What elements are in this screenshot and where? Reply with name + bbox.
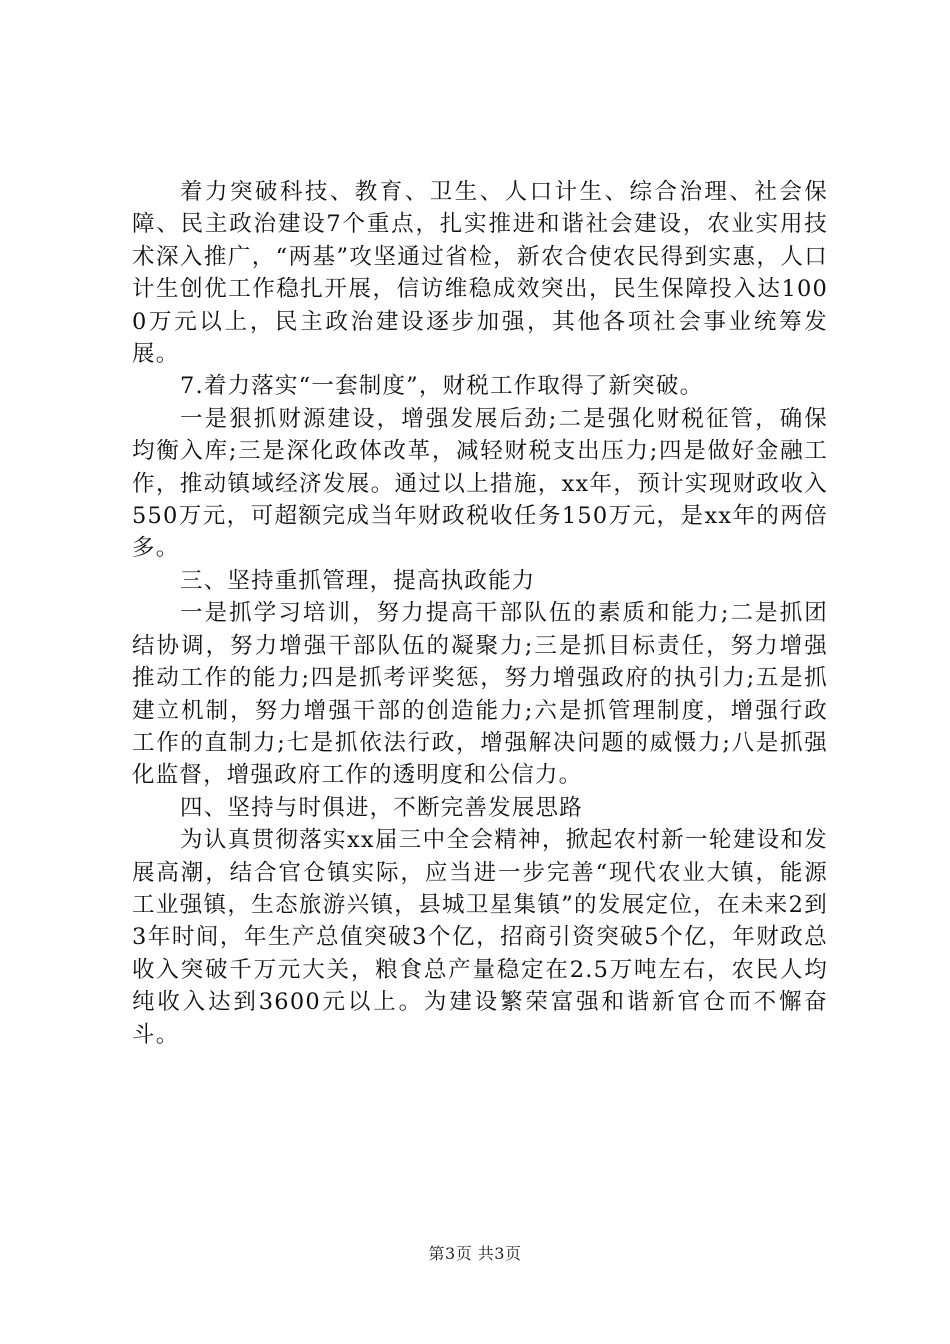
paragraph-development: 为认真贯彻落实xx届三中全会精神，掀起农村新一轮建设和发展高潮，结合官仓镇实际，应当进一步完善“现代农业大镇，能源工业强镇，生态旅游兴镇，县城卫星集镇”的发展定位，在未来2到3年时间，年生产总值突破3个亿，招商引资突破5个亿，年财政总收入突破千万元大关，粮食总产量稳定在2.5万吨左右，农民人均纯收入达到3600元以上。为建设繁荣富强和谐新官仓而不懈奋斗。 — [132, 827, 828, 1048]
paragraph-management: 一是抓学习培训，努力提高干部队伍的素质和能力;二是抓团结协调，努力增强干部队伍的凝聚力;三是抓目标责任，努力增强推动工作的能力;四是抓考评奖惩，努力增强政府的执引力;五是抓建立机制，努力增强干部的创造能力;六是抓管理制度，增强行政工作的直制力;七是抓依法行政，增强解决问题的威慑力;八是抓强化监督，增强政府工作的透明度和公信力。 — [132, 600, 828, 789]
heading-finance-tax: 7.着力落实“一套制度”，财税工作取得了新突破。 — [180, 373, 704, 400]
paragraph-finance-tax: 一是狠抓财源建设，增强发展后劲;二是强化财税征管，确保均衡入库;三是深化政体改革，减轻财税支出压力;四是做好金融工作，推动镇域经济发展。通过以上措施，xx年，预计实现财政收入550万元，可超额完成当年财政税收任务150万元，是xx年的两倍多。 — [132, 405, 828, 562]
document-body — [132, 176, 828, 1051]
paragraph-social-development: 着力突破科技、教育、卫生、人口计生、综合治理、社会保障、民主政治建设7个重点，扎实推进和谐社会建设，农业实用技术深入推广，“两基”攻坚通过省检，新农合使农民得到实惠，人口计生创优工作稳扎开展，信访维稳成效突出，民生保障投入达1000万元以上，民主政治建设逐步加强，其他各项社会事业统筹发展。 — [132, 179, 828, 368]
section-heading-management: 三、坚持重抓管理，提高执政能力 — [180, 567, 536, 594]
section-heading-development: 四、坚持与时俱进，不断完善发展思路 — [180, 794, 583, 821]
page-number-footer: 第3页 共3页 — [428, 1244, 522, 1263]
